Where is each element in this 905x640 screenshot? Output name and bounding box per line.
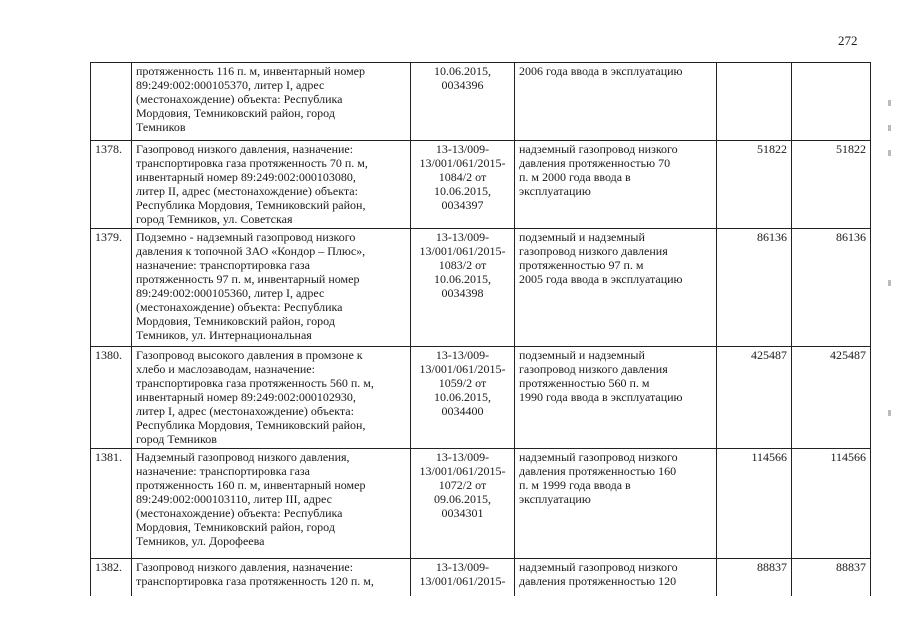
char-line: надземный газопровод низкого [519,450,678,464]
reg-line: 13-13/009- [435,230,490,244]
value-cell-2 [792,63,871,141]
reg-line: 13-13/009- [435,450,490,464]
row-number-cell: 1380. [91,347,132,449]
reg-line: 13/001/061/2015- [419,464,506,478]
row-number-cell: 1381. [91,449,132,559]
reg-line: 10.06.2015, [434,390,491,404]
value-cell-2: 51822 [792,141,871,229]
characteristics-cell [515,229,717,347]
characteristics-cell [515,449,717,559]
value-cell-2: 88837 [792,559,871,599]
registry-table [90,62,871,599]
desc-line: Темников, ул. Дорофеева [136,534,265,548]
desc-line: (местонахождение) объекта: Республика [136,300,343,314]
char-line: давления протяженностью 120 [519,574,677,588]
desc-line: протяженность 116 п. м, инвентарный номер [136,64,366,78]
char-line: протяженностью 560 п. м [519,376,650,390]
desc-line: Мордовия, Темниковский район, город [136,520,335,534]
reg-line: 13-13/009- [435,560,490,574]
desc-line: литер II, адрес (местонахождение) объекта: [136,184,358,198]
reg-line: 13/001/061/2015- [419,156,506,170]
reg-line: 09.06.2015, [434,492,491,506]
registration-cell [411,141,515,229]
char-line: подземный и надземный [519,348,645,362]
desc-line: Газопровод высокого давления в промзоне к [136,348,363,362]
char-line: подземный и надземный [519,230,645,244]
char-line: эксплуатацию [519,492,591,506]
char-line: надземный газопровод низкого [519,142,678,156]
char-line: протяженностью 97 п. м [519,258,644,272]
registration-cell [411,63,515,141]
desc-line: хлебо и маслозаводам, назначение: [136,362,315,376]
desc-line: Республика Мордовия, Темниковский район, [136,198,366,212]
char-line: надземный газопровод низкого [519,560,678,574]
desc-line: транспортировка газа протяженность 120 п. м, [136,574,374,588]
reg-line: 1084/2 от [438,170,487,184]
reg-line: 0034301 [441,506,484,520]
reg-line: 0034396 [441,78,484,92]
desc-line: Газопровод низкого давления, назначение: [136,142,354,156]
desc-line: транспортировка газа протяженность 560 п. м, [136,376,374,390]
reg-line: 13/001/061/2015- [419,362,506,376]
table-row [91,559,871,599]
char-line: давления протяженностью 70 [519,156,671,170]
desc-line: Надземный газопровод низкого давления, [136,450,350,464]
desc-line: назначение: транспортировка газа [136,464,310,478]
row-number-cell: 1382. [91,559,132,599]
desc-line: 89:249:002:000105370, литер I, адрес [136,78,325,92]
desc-line: город Темников [136,432,217,446]
row-number-cell: 1379. [91,229,132,347]
desc-line: инвентарный номер 89:249:002:000103080, [136,170,356,184]
table-row [91,141,871,229]
desc-line: 89:249:002:000105360, литер I, адрес [136,286,325,300]
desc-line: 89:249:002:000103110, литер III, адрес [136,492,332,506]
table-row [91,229,871,347]
object-description-cell [132,141,411,229]
reg-line: 13/001/061/2015- [419,574,506,588]
value-cell-1: 114566 [717,449,792,559]
desc-line: Темников, ул. Интернациональная [136,328,312,342]
char-line: 1990 года ввода в эксплуатацию [519,390,683,404]
reg-line: 0034397 [441,198,484,212]
value-cell-1: 86136 [717,229,792,347]
object-description-cell [132,559,411,599]
desc-line: давления к топочной ЗАО «Кондор – Плюс», [136,244,366,258]
reg-line: 13/001/061/2015- [419,244,506,258]
char-line: п. м 1999 года ввода в [519,478,631,492]
reg-line: 0034400 [441,404,484,418]
desc-line: транспортировка газа протяженность 70 п. м, [136,156,368,170]
char-line: эксплуатацию [519,184,591,198]
desc-line: литер I, адрес (местонахождение) объекта: [136,404,354,418]
char-line: 2006 года ввода в эксплуатацию [519,64,683,78]
registration-cell [411,229,515,347]
page-number: 272 [838,33,858,48]
char-line: 2005 года ввода в эксплуатацию [519,272,683,286]
reg-line: 1083/2 от [438,258,487,272]
object-description-cell [132,347,411,449]
reg-line: 10.06.2015, [434,272,491,286]
registration-cell [411,559,515,599]
registration-cell [411,449,515,559]
value-cell-2: 114566 [792,449,871,559]
registration-cell [411,347,515,449]
desc-line: Мордовия, Темниковский район, город [136,106,335,120]
value-cell-1 [717,63,792,141]
desc-line: протяженность 160 п. м, инвентарный номер [136,478,366,492]
object-description-cell [132,63,411,141]
row-number-cell [91,63,132,141]
page-bottom-margin [0,596,905,640]
reg-line: 1059/2 от [438,376,487,390]
value-cell-2: 86136 [792,229,871,347]
desc-line: Подземно - надземный газопровод низкого [136,230,356,244]
characteristics-cell [515,63,717,141]
char-line: газопровод низкого давления [519,362,668,376]
desc-line: протяженность 97 п. м, инвентарный номер [136,272,360,286]
object-description-cell [132,449,411,559]
desc-line: Республика Мордовия, Темниковский район, [136,418,366,432]
value-cell-1: 88837 [717,559,792,599]
characteristics-cell [515,559,717,599]
desc-line: (местонахождение) объекта: Республика [136,92,343,106]
table-row [91,347,871,449]
reg-line: 10.06.2015, [434,64,491,78]
desc-line: (местонахождение) объекта: Республика [136,506,343,520]
characteristics-cell [515,347,717,449]
desc-line: Мордовия, Темниковский район, город [136,314,335,328]
reg-line: 1072/2 от [438,478,487,492]
characteristics-cell [515,141,717,229]
desc-line: назначение: транспортировка газа [136,258,310,272]
char-line: давления протяженностью 160 [519,464,677,478]
char-line: газопровод низкого давления [519,244,668,258]
scan-margin-marks [888,80,898,600]
reg-line: 13-13/009- [435,142,490,156]
row-number-cell: 1378. [91,141,132,229]
desc-line: инвентарный номер 89:249:002:000102930, [136,390,356,404]
desc-line: Темников [136,120,186,134]
table-row [91,63,871,141]
value-cell-1: 425487 [717,347,792,449]
table-row [91,449,871,559]
char-line: п. м 2000 года ввода в [519,170,631,184]
object-description-cell [132,229,411,347]
value-cell-2: 425487 [792,347,871,449]
reg-line: 10.06.2015, [434,184,491,198]
value-cell-1: 51822 [717,141,792,229]
reg-line: 13-13/009- [435,348,490,362]
registry-table-body [91,63,871,599]
desc-line: Газопровод низкого давления, назначение: [136,560,354,574]
desc-line: город Темников, ул. Советская [136,212,293,226]
reg-line: 0034398 [441,286,484,300]
